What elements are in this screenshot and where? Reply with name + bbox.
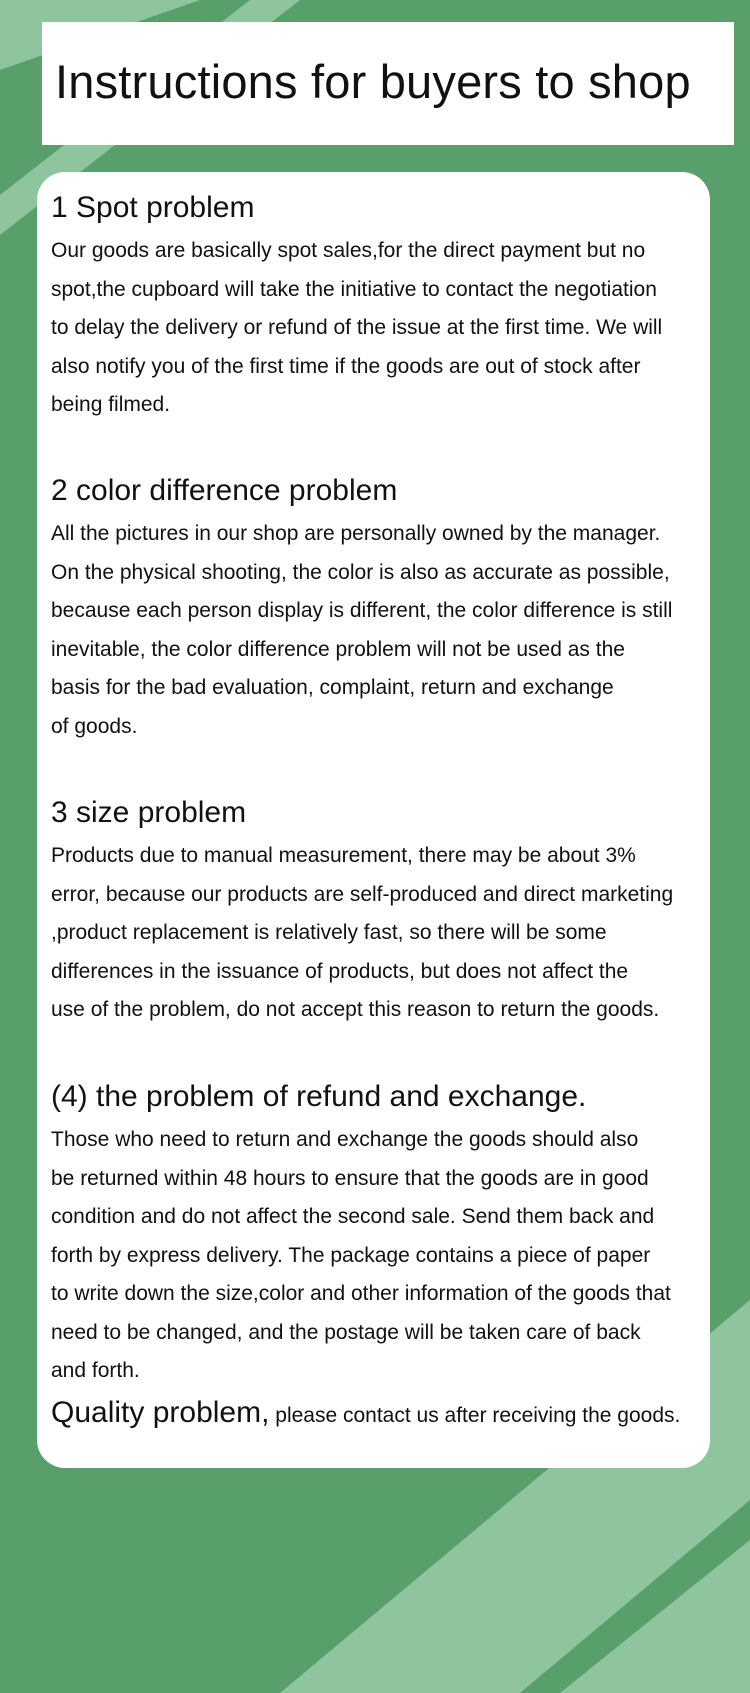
section-color-difference: [51, 471, 711, 746]
body-line: Those who need to return and exchange the goods should also: [51, 1128, 639, 1151]
section-heading: 1 Spot problem: [51, 191, 255, 224]
body-line: also notify you of the first time if the goods are out of stock after: [51, 354, 641, 378]
body-line: basis for the bad evaluation, complaint, return and exchange: [51, 676, 614, 699]
body-line: spot,the cupboard will take the initiative to contact the negotiation: [51, 277, 657, 301]
section-heading: 3 size problem: [51, 796, 247, 829]
quality-problem-note: [51, 1396, 680, 1430]
body-line: condition and do not affect the second sale. Send them back and: [51, 1205, 655, 1228]
section-body: [51, 837, 711, 1030]
body-line: use of the problem, do not accept this reason to return the goods.: [51, 998, 660, 1021]
title-box: [42, 22, 734, 145]
body-line: On the physical shooting, the color is also as accurate as possible,: [51, 560, 670, 584]
body-line: ,product replacement is relatively fast, so there will be some: [51, 921, 607, 944]
body-line: error, because our products are self-produced and direct marketing: [51, 882, 674, 906]
body-line: to write down the size,color and other information of the goods that: [51, 1282, 671, 1305]
body-line: because each person display is different, the color difference is still: [51, 599, 673, 622]
section-heading: 2 color difference problem: [51, 474, 398, 507]
section-heading: (4) the problem of refund and exchange.: [51, 1080, 587, 1113]
quality-lead: Quality problem,: [51, 1396, 270, 1429]
body-line: forth by express delivery. The package contains a piece of paper: [51, 1243, 651, 1267]
section-body: [51, 1121, 711, 1391]
quality-rest: please contact us after receiving the goods.: [269, 1404, 681, 1427]
section-body: [51, 515, 711, 746]
body-line: All the pictures in our shop are personally owned by the manager.: [51, 522, 661, 545]
section-refund-exchange: [51, 1077, 711, 1391]
body-line: be returned within 48 hours to ensure that the goods are in good: [51, 1166, 649, 1190]
body-line: of goods.: [51, 714, 138, 738]
page-title: Instructions for buyers to shop: [55, 55, 691, 108]
body-line: Our goods are basically spot sales,for the direct payment but no: [51, 239, 646, 262]
body-line: Products due to manual measurement, there may be about 3%: [51, 844, 636, 867]
section-body: [51, 232, 711, 425]
section-size-problem: [51, 793, 711, 1030]
body-line: and forth.: [51, 1359, 140, 1382]
body-line: to delay the delivery or refund of the issue at the first time. We will: [51, 316, 663, 339]
body-line: differences in the issuance of products, but does not affect the: [51, 959, 629, 983]
content-card: [37, 172, 710, 1468]
body-line: inevitable, the color difference problem will not be used as the: [51, 637, 625, 661]
body-line: being filmed.: [51, 393, 171, 416]
section-spot-problem: [51, 188, 711, 425]
body-line: need to be changed, and the postage will be taken care of back: [51, 1320, 641, 1344]
